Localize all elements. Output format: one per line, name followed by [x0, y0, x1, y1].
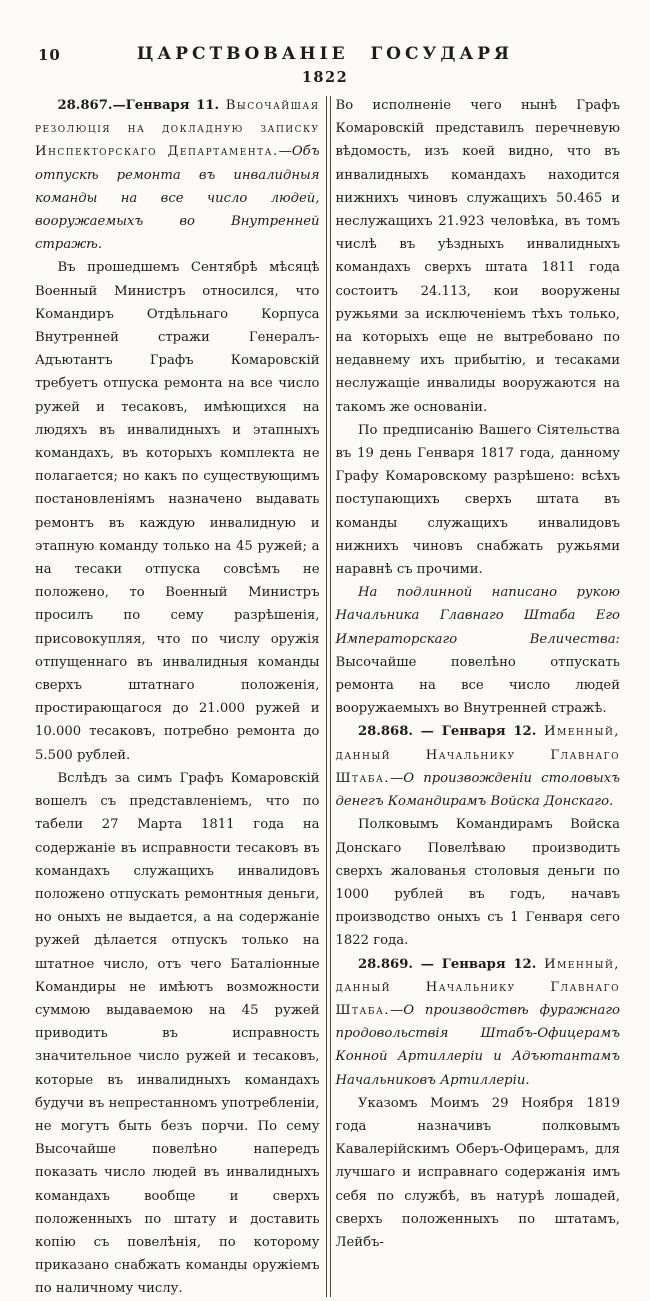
- body-paragraph: [35, 256, 320, 766]
- body-paragraph: [336, 813, 621, 952]
- body-paragraph: [336, 419, 621, 581]
- text-segment-plain: По предписанію Вашего Сіятельства въ 19 день Генваря 1817 года, данному Графу Комаровскому разрѣшено: всѣхъ поступающихъ сверхъ штата въ команды служащихъ инвалидовъ нижнихъ чиновъ снабжать ружьями наравнѣ съ прочими.: [335, 422, 620, 578]
- body-paragraph: [336, 94, 621, 419]
- text-segment-italic: —О произвожденіи столовыхъ денегъ Командирамъ Войска Донскаго.: [335, 770, 620, 810]
- body-paragraph: [336, 1092, 621, 1254]
- text-segment-plain: Вслѣдъ за симъ Графъ Комаровскій вошелъ съ представленіемъ, что по табели 27 Марта 1811 года на содержаніе въ исправности тесаковъ въ командахъ служащихъ инвалидовъ положено отпускать ремонтныя деньги, но оныхъ не выдается, а на содержаніе ружей дѣлается отпускъ только на штатное число, отъ чего Баталіонные Командиры не имѣютъ возможности суммою выдаваемою на 45 ружей приводить въ исправность значительное число ружей и тесаковъ, которые въ инвалидныхъ командахъ будучи въ непрестанномъ употребленіи, не могутъ быть безъ порчи. По сему Высочайше повелѣно напередъ показать число людей въ инвалидныхъ командахъ вообще и сверхъ положенныхъ по штату и доставить копію съ повелѣнія, по которому приказано снабжать команды оружіемъ по наличному числу.: [35, 770, 320, 1297]
- text-segment-plain: Во исполненіе чего нынѣ Графъ Комаровскій представилъ перечневую вѣдомость, изъ коей видно, что въ инвалидныхъ командахъ находится нижнихъ чиновъ служащихъ 50.465 и неслужащихъ 21.923 человѣка, въ томъ числѣ въ уѣздныхъ инвалидныхъ командахъ сверхъ штата 1811 года состоитъ 24.113, кои вооружены ружьями за исключеніемъ тѣхъ только, на которыхъ еще не вытребовано по недавнему ихъ прибытію, и тесаками неслужащіе инвалиды вооружаются на такомъ же основаніи.: [335, 98, 620, 415]
- left-column: [35, 94, 320, 1301]
- text-segment-plain: Указомъ Моимъ 29 Ноября 1819 года назначивъ полковымъ Кавалерійскимъ Оберъ-Офицерамъ, для лучшаго и исправнаго содержанія имъ себя по службѣ, въ натурѣ лошадей, сверхъ положенныхъ по штатамъ, Лейбъ-: [335, 1095, 620, 1250]
- text-segment-caps: Высочайшая резолюція на докладную записку Инспекторскаго Департамента.: [35, 98, 320, 160]
- text-segment-plain: Въ прошедшемъ Сентябрѣ мѣсяцѣ Военный Министръ относился, что Командиръ Отдѣльнаго Корпуса Внутренней стражи Генералъ-Адъютантъ Графъ Комаровскій требуетъ отпуска ремонта на все число ружей и тесаковъ, имѣющихся на людяхъ въ инвалидныхъ и этапныхъ командахъ, въ которыхъ комплекта не полагается; но какъ по существующимъ постановленіямъ назначено выдавать ремонтъ въ каждую инвалидную и этапную команду только на 45 ружей; а на тесаки отпуска совсѣмъ не положено, то Военный Министръ просилъ по сему разрѣшенія, присовокупляя, что по числу оружія отпущеннаго въ инвалидныя команды сверхъ штатнаго положенія, простирающагося до 21.000 ружей и 10.000 тесаковъ, потребно ремонта до 5.500 рублей.: [35, 260, 320, 763]
- column-divider-rule: [326, 96, 331, 1297]
- text-segment-italic: На подлинной написано рукою Начальника Главнаго Штаба Его Императорскаго Величества:: [335, 585, 620, 647]
- right-column: [336, 94, 621, 1301]
- text-segment-plain: Высочайше повелѣно отпускать ремонта на все число людей вооружаемыхъ во Внутренней стражѣ.: [335, 654, 620, 717]
- page-number: 10: [38, 46, 61, 64]
- text-segment-bold: 28.869. — Генваря 12.: [357, 956, 545, 972]
- text-segment-bold: 28.867.—Генваря 11.: [57, 98, 226, 113]
- text-segment-italic: —О производствѣ фуражнаго продовольствія Штабъ-Офицерамъ Конной Артиллеріи и Адъютантамъ Начальниковъ Артиллеріи.: [335, 1002, 620, 1088]
- page-header: [0, 0, 650, 86]
- year-heading: 1822: [301, 69, 349, 86]
- text-segment-caps: Именный, данный Начальнику Главнаго Штаба.: [335, 956, 620, 1018]
- body-paragraph: [35, 767, 320, 1301]
- entry-heading: [336, 953, 621, 1092]
- text-segment-italic: —Объ отпускѣ ремонта въ инвалидныя команды на все число людей, вооружаемыхъ во Внутренней стражѣ.: [35, 144, 320, 253]
- text-segment-plain: Полковымъ Командирамъ Войска Донскаго Повелѣваю производить сверхъ жалованья столовыя деньги по 1000 рублей въ годъ, начавъ производство оныхъ съ 1 Генваря сего 1822 года.: [335, 817, 620, 949]
- entry-heading: [35, 94, 320, 256]
- text-segment-caps: Именный, данный Начальнику Главнаго Штаба.: [335, 724, 620, 786]
- text-columns: [35, 94, 620, 1301]
- entry-heading: [336, 720, 621, 813]
- body-paragraph: [336, 581, 621, 720]
- running-title: ЦАРСТВОВАНІЕ ГОСУДАРЯ: [136, 44, 514, 64]
- text-segment-bold: 28.868. — Генваря 12.: [357, 724, 545, 740]
